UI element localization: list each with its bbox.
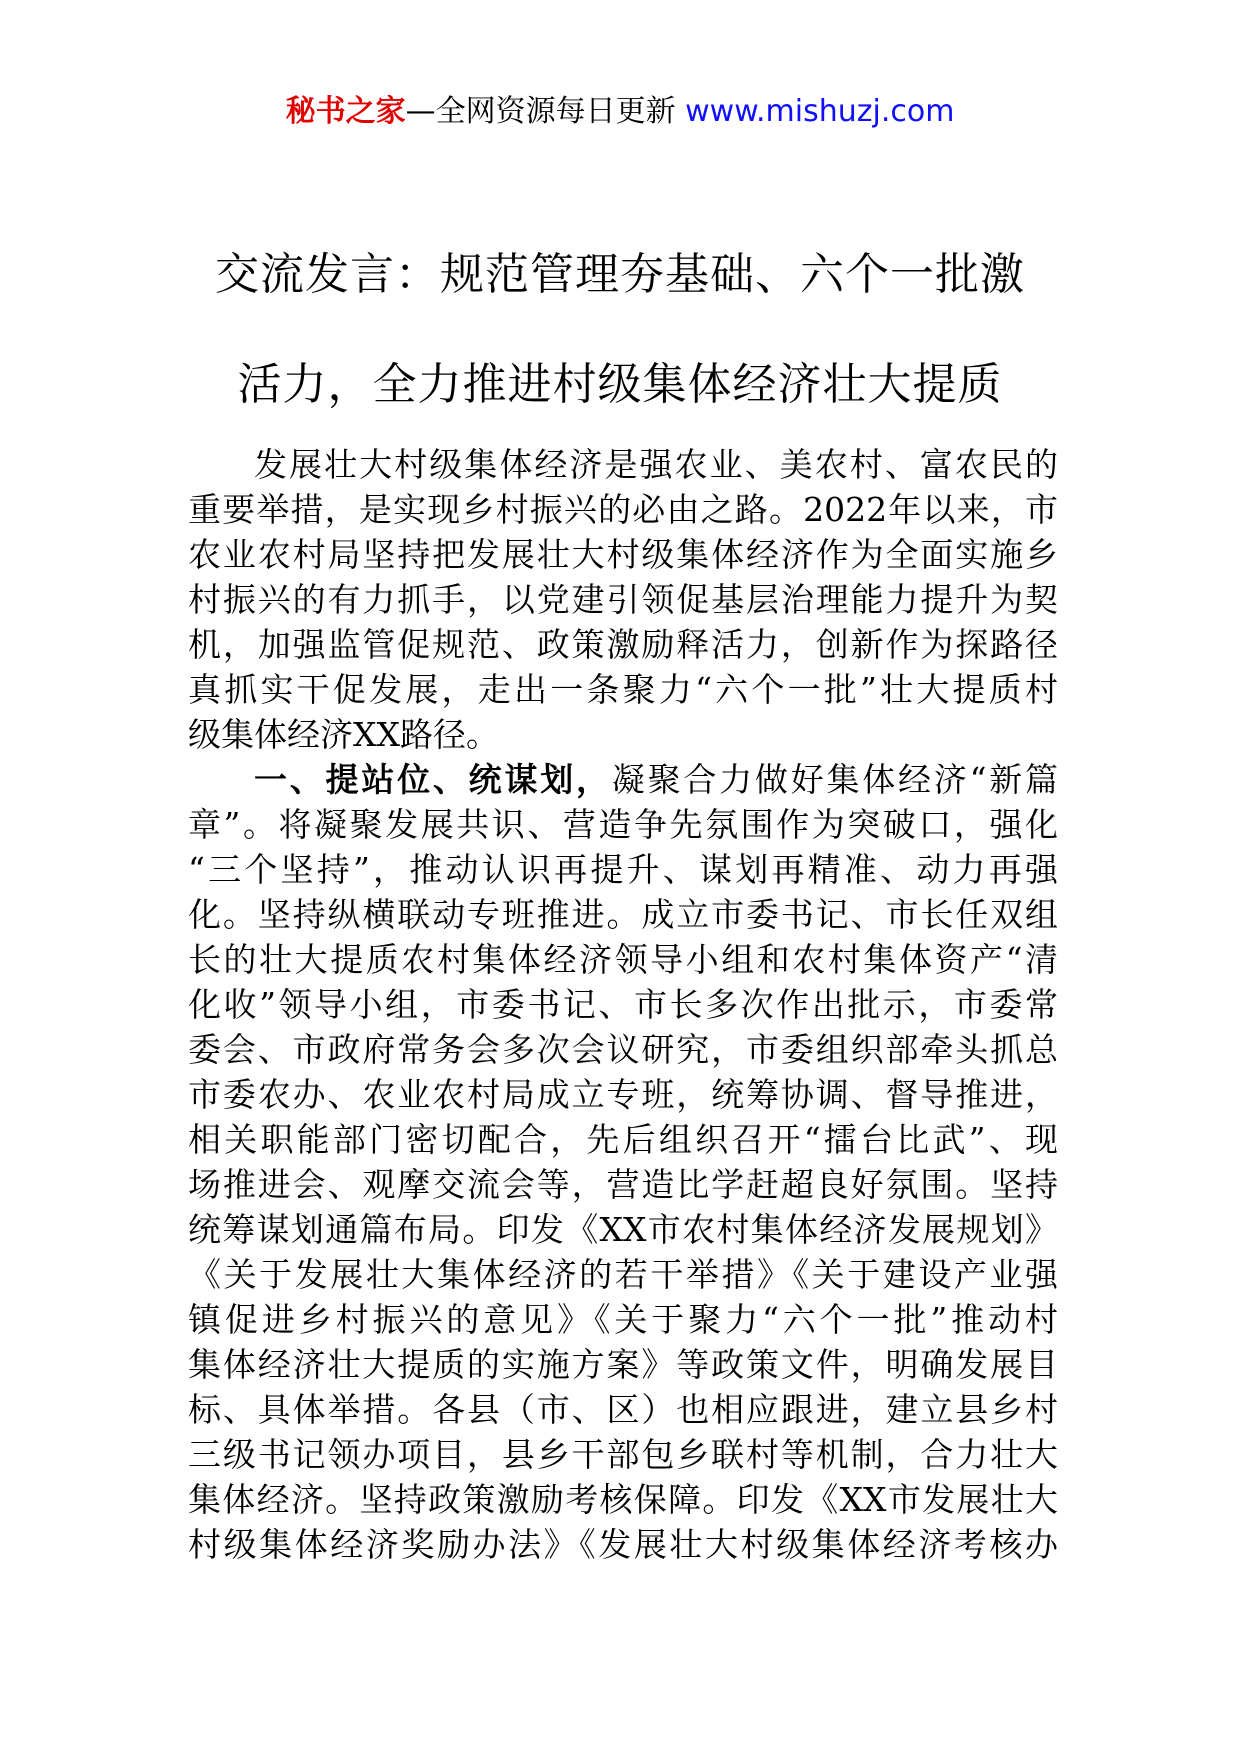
site-header [0, 92, 1240, 132]
body-line: 章”。将凝聚发展共识、营造争先氛围作为突破口，强化 [188, 805, 1058, 844]
site-url-link[interactable]: www.mishuzj.com [685, 94, 955, 129]
section-heading-line [188, 757, 1058, 802]
body-line: 场推进会、观摩交流会等，营造比学赶超良好氛围。坚持 [188, 1165, 1058, 1204]
body-line: “三个坚持”，推动认识再提升、谋划再精准、动力再强 [188, 850, 1058, 889]
body-line: 机，加强监管促规范、政策激励释活力，创新作为探路径 [188, 625, 1058, 664]
body-line: 化。坚持纵横联动专班推进。成立市委书记、市长任双组 [188, 895, 1058, 934]
body-line: 重要举措，是实现乡村振兴的必由之路。2022年以来，市 [188, 490, 1058, 529]
body-line: 标、具体举措。各县（市、区）也相应跟进，建立县乡村 [188, 1390, 1058, 1429]
body-line: 市委农办、农业农村局成立专班，统筹协调、督导推进， [188, 1075, 1058, 1114]
body-line: 委会、市政府常务会多次会议研究，市委组织部牵头抓总 [188, 1030, 1058, 1069]
document-title [150, 220, 1090, 440]
document-body [188, 442, 1058, 1567]
body-line: 长的壮大提质农村集体经济领导小组和农村集体资产“清 [188, 940, 1058, 979]
body-line: 村级集体经济奖励办法》《发展壮大村级集体经济考核办 [188, 1525, 1058, 1564]
body-line: 农业农村局坚持把发展壮大村级集体经济作为全面实施乡 [188, 535, 1058, 574]
body-line: 级集体经济XX路径。 [188, 715, 499, 754]
site-brand: 秘书之家 [285, 94, 406, 129]
site-slogan: —全网资源每日更新 [405, 94, 676, 129]
title-line: 活力，全力推进村级集体经济壮大提质 [237, 359, 1003, 410]
body-line: 镇促进乡村振兴的意见》《关于聚力“六个一批”推动村 [188, 1300, 1058, 1339]
body-line: 相关职能部门密切配合，先后组织召开“擂台比武”、现 [188, 1120, 1058, 1159]
section-heading-rest: 凝聚合力做好集体经济“新篇 [611, 760, 1059, 799]
body-line: 化收”领导小组，市委书记、市长多次作出批示，市委常 [188, 985, 1058, 1024]
body-line: 村振兴的有力抓手，以党建引领促基层治理能力提升为契 [188, 580, 1058, 619]
body-line: 三级书记领办项目，县乡干部包乡联村等机制，合力壮大 [188, 1435, 1058, 1474]
body-line: 《关于发展壮大集体经济的若干举措》《关于建设产业强 [188, 1255, 1058, 1294]
title-line: 交流发言：规范管理夯基础、六个一批激 [215, 249, 1025, 300]
body-line: 发展壮大村级集体经济是强农业、美农村、富农民的 [254, 445, 1058, 484]
section-heading: 一、提站位、统谋划， [254, 760, 612, 799]
body-line: 统筹谋划通篇布局。印发《XX市农村集体经济发展规划》 [188, 1210, 1058, 1249]
body-line: 集体经济壮大提质的实施方案》等政策文件，明确发展目 [188, 1345, 1058, 1384]
body-line: 真抓实干促发展，走出一条聚力“六个一批”壮大提质村 [188, 670, 1058, 709]
body-line: 集体经济。坚持政策激励考核保障。印发《XX市发展壮大 [188, 1480, 1058, 1519]
